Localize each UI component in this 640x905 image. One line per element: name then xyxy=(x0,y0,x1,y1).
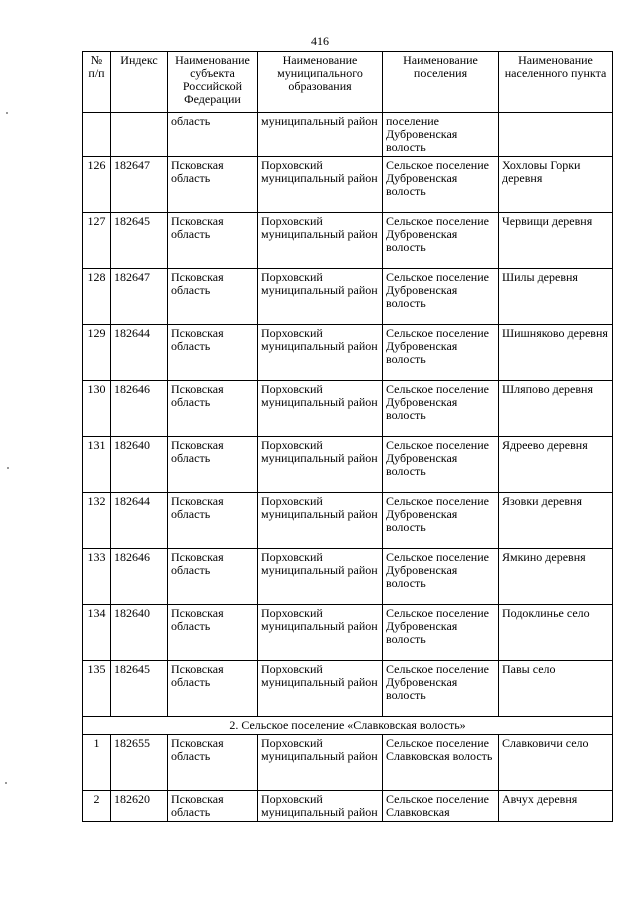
cell-index: 182645 xyxy=(111,661,168,717)
table-row xyxy=(83,661,613,717)
cell-locality: Язовки деревня xyxy=(499,493,613,549)
cell-settlement: Сельское поселение Славковская волость xyxy=(383,735,499,791)
cell-settlement: Сельское поселение Дубровенская волость xyxy=(383,325,499,381)
cell-settlement: поселение Дубровенская волость xyxy=(383,113,499,157)
cell-settlement: Сельское поселение Дубровенская волость xyxy=(383,437,499,493)
cell-locality: Шляпово деревня xyxy=(499,381,613,437)
cell-municipality: Порховский муниципальный район xyxy=(258,735,383,791)
cell-settlement: Сельское поселение Славковская xyxy=(383,791,499,822)
cell-number xyxy=(83,113,111,157)
cell-index: 182645 xyxy=(111,213,168,269)
cell-number: 129 xyxy=(83,325,111,381)
table-row xyxy=(83,735,613,791)
cell-subject: область xyxy=(168,113,258,157)
cell-locality: Шилы деревня xyxy=(499,269,613,325)
cell-subject: Псковская область xyxy=(168,791,258,822)
section-title: 2. Сельское поселение «Славковская волость» xyxy=(83,717,613,735)
header-municipality: Наименование муниципального образования xyxy=(258,52,383,113)
cell-number: 132 xyxy=(83,493,111,549)
cell-settlement: Сельское поселение Дубровенская волость xyxy=(383,549,499,605)
cell-municipality: Порховский муниципальный район xyxy=(258,325,383,381)
cell-settlement: Сельское поселение Дубровенская волость xyxy=(383,493,499,549)
cell-index: 182646 xyxy=(111,549,168,605)
settlements-table xyxy=(82,51,613,822)
cell-index: 182620 xyxy=(111,791,168,822)
cell-subject: Псковская область xyxy=(168,493,258,549)
table-row xyxy=(83,213,613,269)
cell-subject: Псковская область xyxy=(168,437,258,493)
cell-municipality: Порховский муниципальный район xyxy=(258,381,383,437)
cell-index xyxy=(111,113,168,157)
cell-index: 182646 xyxy=(111,381,168,437)
cell-number: 127 xyxy=(83,213,111,269)
header-index: Индекс xyxy=(111,52,168,113)
header-settlement: Наименование поселения xyxy=(383,52,499,113)
cell-number: 131 xyxy=(83,437,111,493)
section-heading-row xyxy=(83,717,613,735)
cell-locality: Хохловы Горки деревня xyxy=(499,157,613,213)
cell-number: 134 xyxy=(83,605,111,661)
cell-subject: Псковская область xyxy=(168,269,258,325)
cell-settlement: Сельское поселение Дубровенская волость xyxy=(383,605,499,661)
cell-municipality: Порховский муниципальный район xyxy=(258,157,383,213)
cell-municipality: Порховский муниципальный район xyxy=(258,605,383,661)
cell-settlement: Сельское поселение Дубровенская волость xyxy=(383,213,499,269)
table-row xyxy=(83,437,613,493)
cell-locality: Червищи деревня xyxy=(499,213,613,269)
cell-locality xyxy=(499,113,613,157)
cell-number: 128 xyxy=(83,269,111,325)
header-number: № п/п xyxy=(83,52,111,113)
cell-municipality: Порховский муниципальный район xyxy=(258,791,383,822)
cell-index: 182644 xyxy=(111,325,168,381)
cell-locality: Ямкино деревня xyxy=(499,549,613,605)
header-subject: Наименование субъекта Российской Федерации xyxy=(168,52,258,113)
cell-subject: Псковская область xyxy=(168,157,258,213)
cell-index: 182655 xyxy=(111,735,168,791)
cell-settlement: Сельское поселение Дубровенская волость xyxy=(383,661,499,717)
cell-subject: Псковская область xyxy=(168,735,258,791)
cell-index: 182647 xyxy=(111,157,168,213)
cell-subject: Псковская область xyxy=(168,381,258,437)
table-row xyxy=(83,325,613,381)
cell-subject: Псковская область xyxy=(168,661,258,717)
cell-locality: Подоклинье село xyxy=(499,605,613,661)
table-row xyxy=(83,157,613,213)
cell-locality: Шишняково деревня xyxy=(499,325,613,381)
cell-index: 182647 xyxy=(111,269,168,325)
table-row xyxy=(83,493,613,549)
cell-subject: Псковская область xyxy=(168,605,258,661)
page-number: 416 xyxy=(311,34,329,48)
cell-municipality: Порховский муниципальный район xyxy=(258,493,383,549)
cell-locality: Павы село xyxy=(499,661,613,717)
cell-municipality: Порховский муниципальный район xyxy=(258,269,383,325)
table-row-continuation xyxy=(83,113,613,157)
scan-speck xyxy=(7,467,9,469)
cell-municipality: Порховский муниципальный район xyxy=(258,549,383,605)
cell-locality: Ядреево деревня xyxy=(499,437,613,493)
cell-index: 182640 xyxy=(111,437,168,493)
cell-municipality: Порховский муниципальный район xyxy=(258,437,383,493)
cell-settlement: Сельское поселение Дубровенская волость xyxy=(383,157,499,213)
cell-settlement: Сельское поселение Дубровенская волость xyxy=(383,381,499,437)
table-row xyxy=(83,791,613,822)
table-row xyxy=(83,269,613,325)
header-locality: Наименование населенного пункта xyxy=(499,52,613,113)
cell-number: 2 xyxy=(83,791,111,822)
cell-municipality: Порховский муниципальный район xyxy=(258,213,383,269)
cell-locality: Славковичи село xyxy=(499,735,613,791)
cell-subject: Псковская область xyxy=(168,325,258,381)
cell-subject: Псковская область xyxy=(168,213,258,269)
cell-number: 126 xyxy=(83,157,111,213)
cell-number: 130 xyxy=(83,381,111,437)
cell-index: 182640 xyxy=(111,605,168,661)
table-header-row xyxy=(83,52,613,113)
cell-number: 135 xyxy=(83,661,111,717)
table-row xyxy=(83,549,613,605)
cell-municipality: Порховский муниципальный район xyxy=(258,661,383,717)
cell-municipality: муниципальный район xyxy=(258,113,383,157)
table-row xyxy=(83,381,613,437)
cell-subject: Псковская область xyxy=(168,549,258,605)
cell-settlement: Сельское поселение Дубровенская волость xyxy=(383,269,499,325)
cell-index: 182644 xyxy=(111,493,168,549)
cell-locality: Авчух деревня xyxy=(499,791,613,822)
scan-speck xyxy=(5,782,7,784)
scan-speck xyxy=(6,112,8,114)
cell-number: 1 xyxy=(83,735,111,791)
cell-number: 133 xyxy=(83,549,111,605)
table-row xyxy=(83,605,613,661)
